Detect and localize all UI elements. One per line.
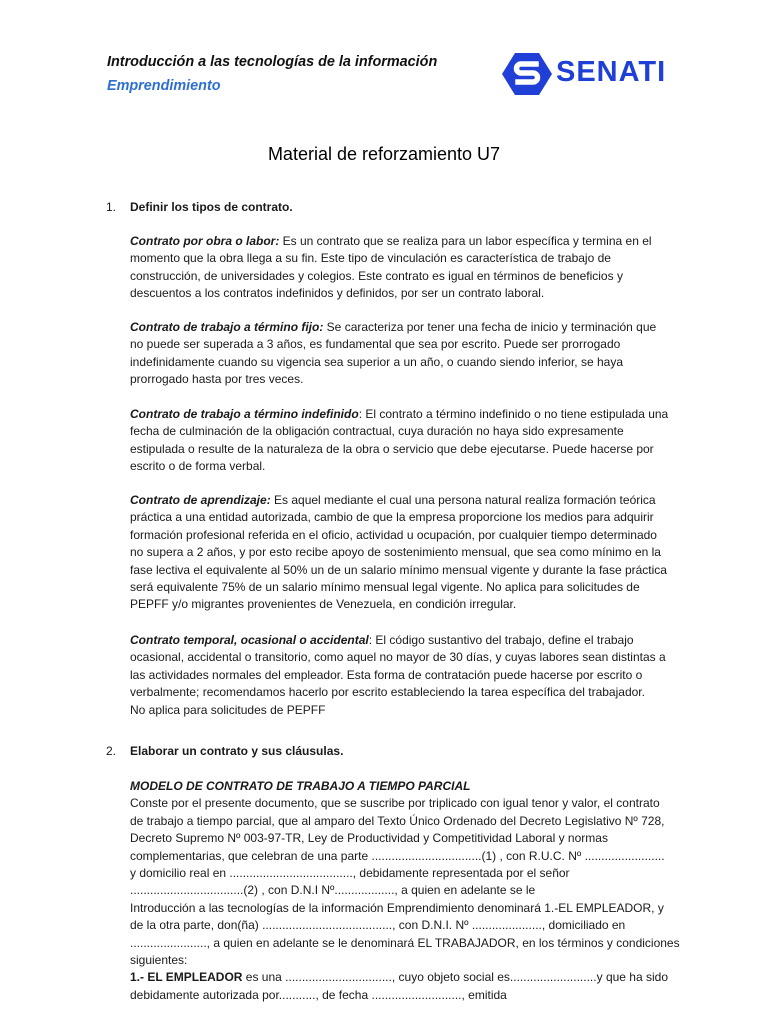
text-line: no supera a 2 años, y por esto recibe apoyo de sostenimiento mensual, que sea como mínimo en la <box>130 545 661 560</box>
text-line: ..................................(2) , con D.N.I Nº.................., a quien en adelante se le <box>130 883 536 898</box>
clause-lead: 1.- EL EMPLEADOR <box>130 970 243 985</box>
paragraph-lead: Contrato por obra o labor: <box>130 234 280 248</box>
text-line: siguientes: <box>130 952 188 967</box>
text-line: fase lectiva el equivalente al 50% un de un salario mínimo mensual vigente y durante la fase práctica <box>130 562 667 577</box>
text-line: Introducción a las tecnologías de la información Emprendimiento denominará 1.-EL EMPLEADOR, y <box>130 900 664 915</box>
course-subtitle: Emprendimiento <box>107 78 221 94</box>
text-line: 1.- EL EMPLEADOR es una ................................, cuyo objeto social es..........................y que ha sido <box>130 970 668 985</box>
text-line: Contrato de aprendizaje: Es aquel mediante el cual una persona natural realiza formación teórica <box>130 493 656 507</box>
text-line: práctica a una entidad autorizada, cambio de que la empresa proporcione los medios para adquirir <box>130 510 654 525</box>
text-line: no puede ser superada a 3 años, es fundamental que sea por escrito. Puede ser prorrogado <box>130 337 621 352</box>
course-title: Introducción a las tecnologías de la información <box>107 54 438 70</box>
text-line: momento que la obra llega a su fin. Este tipo de vinculación es característica de trabajo de <box>130 251 611 266</box>
text-line: No aplica para solicitudes de PEPFF <box>130 702 326 717</box>
text-line: construcción, de universidades y colegios. Este contrato es igual en términos de beneficios y <box>130 268 623 283</box>
text-line: escrito o de forma verbal. <box>130 459 266 474</box>
senati-emblem-icon <box>502 53 552 95</box>
paragraph-aprendizaje <box>130 492 700 614</box>
section-1-number: 1. <box>106 200 117 214</box>
text-line: Contrato de trabajo a término fijo: Se caracteriza por tener una fecha de inicio y terminación que <box>130 320 657 334</box>
paragraph-temporal <box>130 632 700 719</box>
paragraph-lead: Contrato de trabajo a término fijo: <box>130 320 324 334</box>
text-line: prorrogado hasta por tres veces. <box>130 372 304 387</box>
text-line: debidamente autorizada por..........., de fecha ..........................., emitida <box>130 987 507 1002</box>
paragraph-termino-indefinido <box>130 406 700 476</box>
text-line: descuentos a los contratos indefinidos y definidos, por ser un contrato laboral. <box>130 286 545 301</box>
text-line: de trabajo a tiempo parcial, que al amparo del Texto Único Ordenado del Decreto Legislativo Nº 728, <box>130 813 665 828</box>
text-line: ......................., a quien en adelante se le denominará EL TRABAJADOR, en los términos y condiciones <box>130 935 680 950</box>
text-line: PEPFF y/o migrantes provenientes de Venezuela, en condición irregular. <box>130 597 517 612</box>
text-line: será equivalente 75% de un salario mínimo mensual legal vigente. No aplica para solicitudes de <box>130 579 640 594</box>
text-line: fecha de culminación de la obligación contractual, cuya duración no haya sido expresamente <box>130 424 624 439</box>
paragraph-lead: Contrato de trabajo a término indefinido <box>130 407 359 421</box>
text-line: Contrato por obra o labor: Es un contrato que se realiza para un labor específica y termina en el <box>130 234 652 248</box>
text-line: de la otra parte, don(ña) ......................................., con D.N.I. Nº ....................., domiciliado en <box>130 918 626 933</box>
text-line: Contrato de trabajo a término indefinido: El contrato a término indefinido o no tiene estipulada una <box>130 407 669 421</box>
contract-model-title: MODELO DE CONTRATO DE TRABAJO A TIEMPO PARCIAL <box>130 779 471 793</box>
text-line: y domicilio real en ....................................., debidamente representada por el señor <box>130 865 570 880</box>
section-2-heading: Elaborar un contrato y sus cláusulas. <box>130 744 344 758</box>
paragraph-termino-fijo <box>130 319 700 389</box>
contract-model <box>130 778 700 1004</box>
section-1-heading: Definir los tipos de contrato. <box>130 200 293 214</box>
senati-logo <box>502 53 688 95</box>
paragraph-lead: Contrato temporal, ocasional o accidental <box>130 633 369 647</box>
document-header <box>106 53 696 113</box>
text-line: Conste por el presente documento, que se suscribe por triplicado con igual tenor y valor, el contrato <box>130 796 660 811</box>
text-line: indefinidamente cuando su vigencia sea superior a un año, o cuando siendo inferior, se haya <box>130 354 624 369</box>
logo-wordmark: SENATI <box>556 56 667 88</box>
paragraph-obra-labor <box>130 233 700 303</box>
paragraph-lead: Contrato de aprendizaje: <box>130 493 271 507</box>
page-title: Material de reforzamiento U7 <box>267 144 501 164</box>
text-line: las actividades normales del empleador. Esta forma de contratación puede hacerse por escrito o <box>130 667 643 682</box>
text-line: Decreto Supremo Nº 003-97-TR, Ley de Productividad y Competitividad Laboral y normas <box>130 831 608 846</box>
text-line: formación profesional referida en el oficio, actividad u ocupación, por cualquier tiempo determinado <box>130 527 657 542</box>
text-line: Contrato temporal, ocasional o accidental: El código sustantivo del trabajo, define el trabajo <box>130 633 634 647</box>
text-line: verbalmente; recomendamos hacerlo por escrito estableciendo la tarea específica del trabajador. <box>130 685 645 700</box>
section-2-number: 2. <box>106 744 117 758</box>
text-line: ocasional, accidental o transitorio, como aquel no mayor de 30 días, y cuyas labores sean distintas a <box>130 650 666 665</box>
text-line: complementarias, que celebran de una parte .................................(1) , con R.U.C. Nº ........................ <box>130 848 665 863</box>
text-line: estipulada o resulte de la naturaleza de la obra o servicio que debe ejecutarse. Puede hacerse por <box>130 441 654 456</box>
